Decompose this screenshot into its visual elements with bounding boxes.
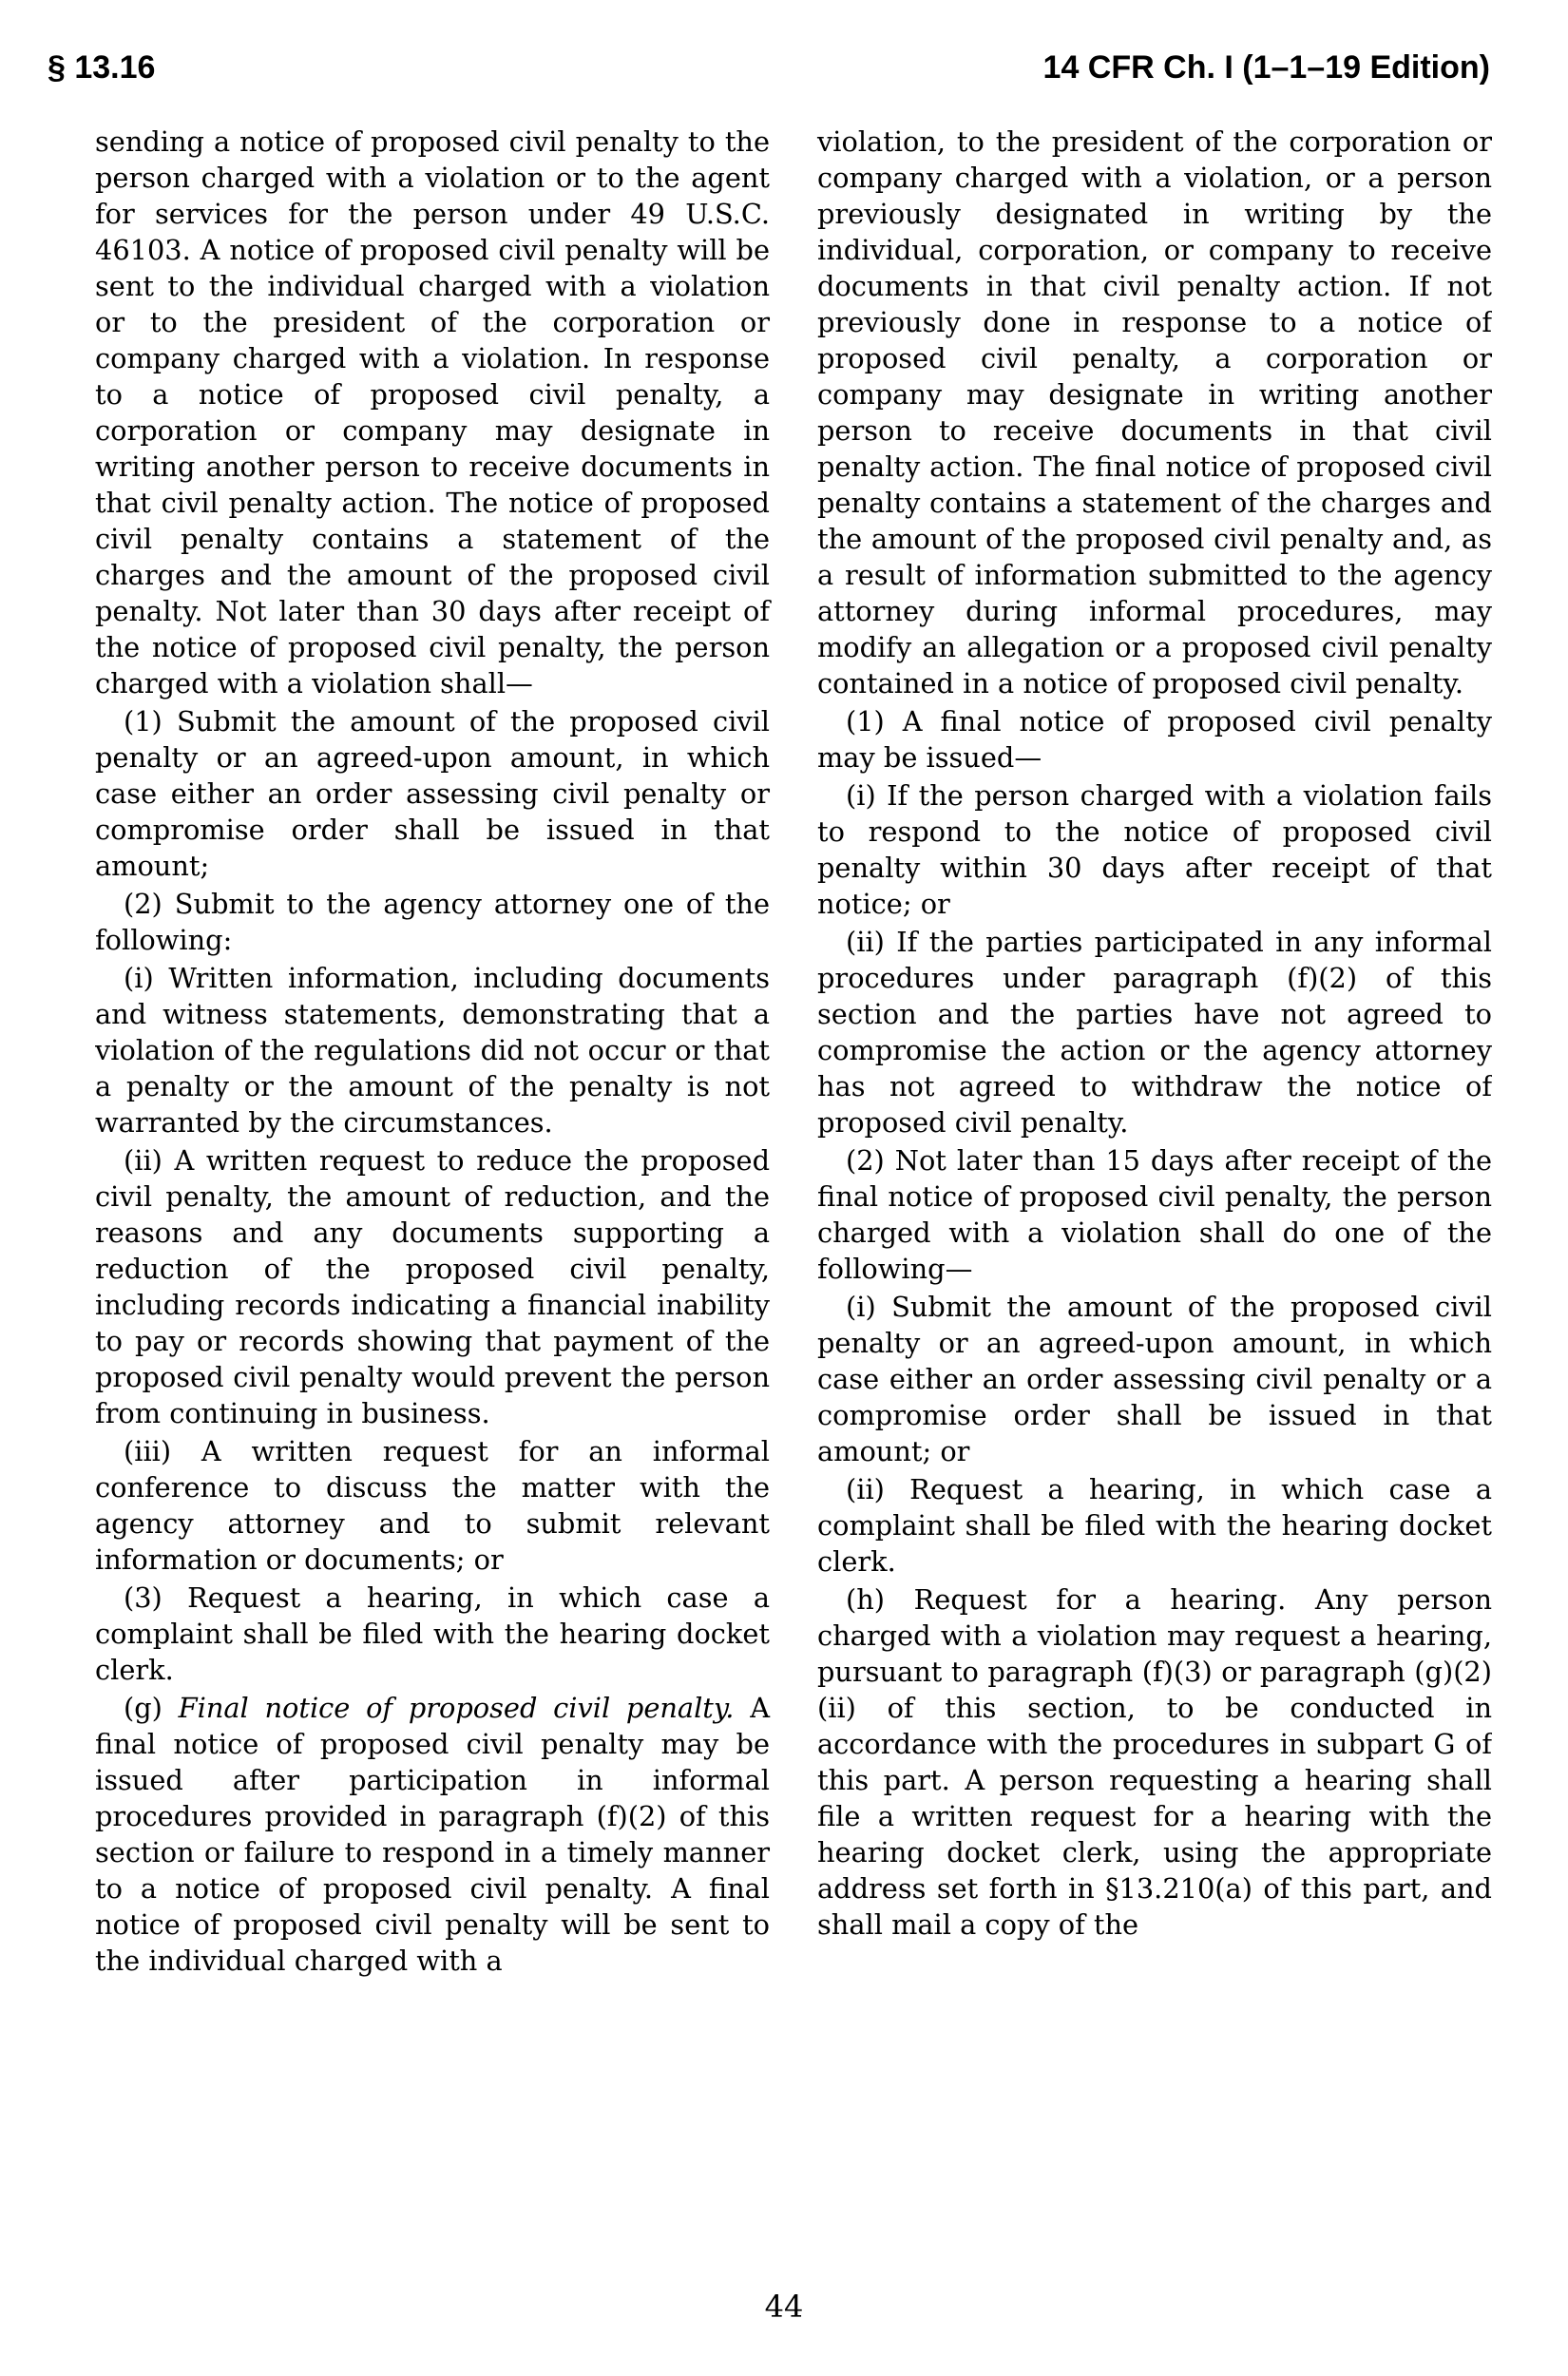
left-column	[95, 124, 770, 1981]
text-columns	[95, 124, 1492, 2252]
paragraph: (iii) A written request for an informal conference to discuss the matter with the agency attorney and to submit relevant information or documents; or	[95, 1435, 770, 1576]
paragraph: (1) A final notice of proposed civil penalty may be issued—	[817, 705, 1492, 774]
paragraph-g-body: A final notice of proposed civil penalty may be issued after participation in informal procedures provided in paragraph (f)(2) of this section or failure to respond in a timely manner to a notice of proposed civil penalty. A final notice of proposed civil penalty will be sent to the individual charged with a	[95, 1692, 771, 1977]
paragraph: (i) Written information, including documents and witness statements, demonstrating that a violation of the regulations did not occur or that a penalty or the amount of the penalty is not warranted by the circumstances.	[95, 962, 770, 1139]
paragraph: violation, to the president of the corporation or company charged with a violation, or a person previously designated in writing by the individual, corporation, or company to receive documents in that civil penalty action. If not previously done in response to a notice of proposed civil penalty, a corporation or company may designate in writing another person to receive documents in that civil penalty action. The final notice of proposed civil penalty contains a statement of the charges and the amount of the proposed civil penalty and, as a result of information submitted to the agency attorney during informal procedures, may modify an allegation or a proposed civil penalty contained in a notice of proposed civil penalty.	[817, 125, 1492, 699]
paragraph: (1) Submit the amount of the proposed civil penalty or an agreed-upon amount, in which case either an order assessing civil penalty or compromise order shall be issued in that amount;	[95, 705, 770, 882]
paragraph: (2) Not later than 15 days after receipt of the final notice of proposed civil penalty, the person charged with a violation shall do one of the following—	[817, 1144, 1492, 1285]
paragraph: sending a notice of proposed civil penalty to the person charged with a violation or to the agent for services for the person under 49 U.S.C. 46103. A notice of proposed civil penalty will be sent to the individual charged with a violation or to the president of the corporation or company charged with a violation. In response to a notice of proposed civil penalty, a corporation or company may designate in writing another person to receive documents in that civil penalty action. The notice of proposed civil penalty contains a statement of the charges and the amount of the proposed civil penalty. Not later than 30 days after receipt of the notice of proposed civil penalty, the person charged with a violation shall—	[95, 125, 770, 699]
paragraph: (h) Request for a hearing. Any person charged with a violation may request a hearing, pursuant to paragraph (f)(3) or paragraph (g)(2)(ii) of this section, to be conducted in accordance with the procedures in subpart G of this part. A person requesting a hearing shall file a written request for a hearing with the hearing docket clerk, using the appropriate address set forth in §13.210(a) of this part, and shall mail a copy of the	[817, 1583, 1492, 1941]
section-number: § 13.16	[48, 49, 156, 86]
paragraph-g	[95, 1690, 770, 1979]
paragraph: (ii) If the parties participated in any informal procedures under paragraph (f)(2) of this section and the parties have not agreed to compromise the action or the agency attorney has not agreed to withdraw the notice of proposed civil penalty.	[817, 926, 1492, 1139]
edition-title: 14 CFR Ch. I (1–1–19 Edition)	[1042, 49, 1490, 86]
paragraph: (i) If the person charged with a violation fails to respond to the notice of proposed civil penalty within 30 days after receipt of that notice; or	[817, 779, 1492, 920]
paragraph: (2) Submit to the agency attorney one of the following:	[95, 888, 770, 956]
paragraph: (ii) A written request to reduce the proposed civil penalty, the amount of reduction, and the reasons and any documents supporting a reduction of the proposed civil penalty, including records indicating a financial inability to pay or records showing that payment of the proposed civil penalty would prevent the person from continuing in business.	[95, 1144, 770, 1429]
paragraph: (ii) Request a hearing, in which case a complaint shall be filed with the hearing docket clerk.	[817, 1473, 1492, 1578]
paragraph-g-label: (g)	[124, 1692, 163, 1724]
paragraph: (3) Request a hearing, in which case a complaint shall be filed with the hearing docket clerk.	[95, 1581, 770, 1686]
page-number: 44	[764, 2289, 804, 2325]
paragraph: (i) Submit the amount of the proposed civil penalty or an agreed-upon amount, in which case either an order assessing civil penalty or a compromise order shall be issued in that amount; or	[817, 1291, 1492, 1467]
running-head	[48, 49, 1490, 97]
paragraph-g-heading: Final notice of proposed civil penalty.	[178, 1692, 735, 1724]
right-column	[817, 124, 1492, 1945]
